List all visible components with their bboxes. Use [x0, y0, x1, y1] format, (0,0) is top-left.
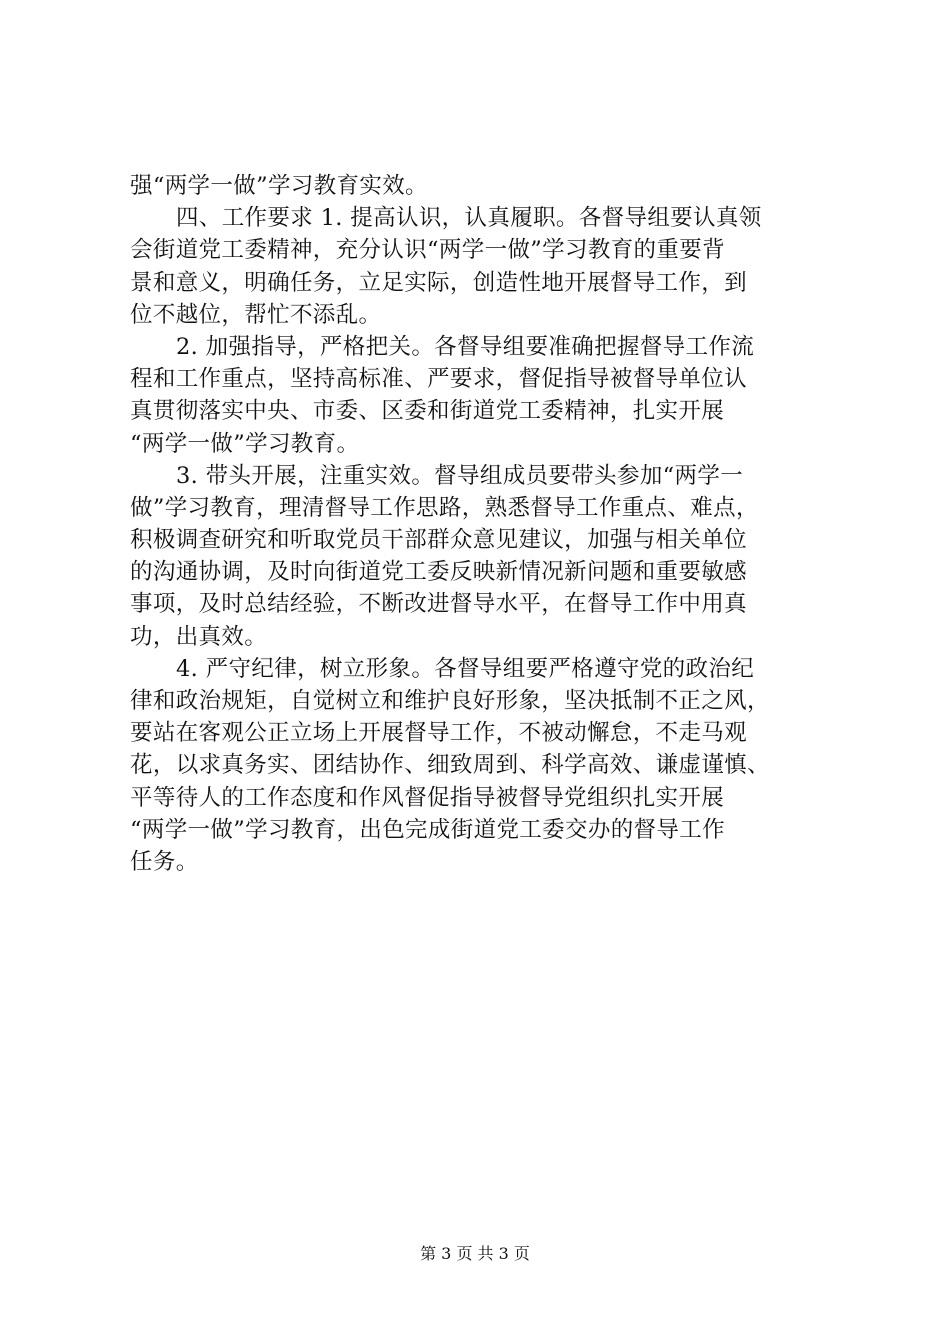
text-line: 平等待人的工作态度和作风督促指导被督导党组织扎实开展: [130, 784, 725, 811]
text-line: “两学一做”学习教育，出色完成街道党工委交办的督导工作: [130, 816, 725, 843]
text-line: 景和意义，明确任务，立足实际，创造性地开展督导工作，到: [130, 269, 747, 296]
text-line: 积极调查研究和听取党员干部群众意见建议，加强与相关单位: [130, 527, 747, 554]
text-line: 事项，及时总结经验，不断改进督导水平，在督导工作中用真: [130, 591, 747, 618]
text-line: 功，出真效。: [130, 623, 268, 650]
text-line: 会街道党工委精神，充分认识“两学一做”学习教育的重要背: [130, 237, 725, 264]
text-line: 程和工作重点，坚持高标准、严要求，督促指导被督导单位认: [130, 366, 747, 393]
text-line: 的沟通协调，及时向街道党工委反映新情况新问题和重要敏感: [130, 559, 747, 586]
text-line: 3. 带头开展，注重实效。督导组成员要带头参加“两学一: [176, 462, 744, 489]
text-line: 四、工作要求 1. 提高认识，认真履职。各督导组要认真领: [176, 205, 762, 232]
text-line: 律和政治规矩，自觉树立和维护良好形象，坚决抵制不正之风，: [130, 688, 770, 714]
document-body: [130, 170, 830, 878]
text-line: 花，以求真务实、团结协作、细致周到、科学高效、谦虚谨慎、: [130, 752, 770, 779]
text-line: 4. 严守纪律，树立形象。各督导组要严格遵守党的政治纪: [176, 655, 755, 682]
page-footer: [0, 1244, 950, 1264]
text-line: 做”学习教育，理清督导工作思路，熟悉督导工作重点、难点，: [130, 494, 759, 521]
text-line: 位不越位，帮忙不添乱。: [130, 301, 382, 328]
text-line: 真贯彻落实中央、市委、区委和街道党工委精神，扎实开展: [130, 398, 725, 425]
text-line: 强“两学一做”学习教育实效。: [130, 173, 428, 199]
text-line: “两学一做”学习教育。: [130, 430, 360, 457]
text-line: 2. 加强指导，严格把关。各督导组要准确把握督导工作流: [176, 333, 755, 360]
text-line: 要站在客观公正立场上开展督导工作，不被动懈怠，不走马观: [130, 720, 747, 747]
page-number-label: 第 3 页 共 3 页: [420, 1244, 530, 1263]
text-line: 任务。: [130, 848, 199, 875]
